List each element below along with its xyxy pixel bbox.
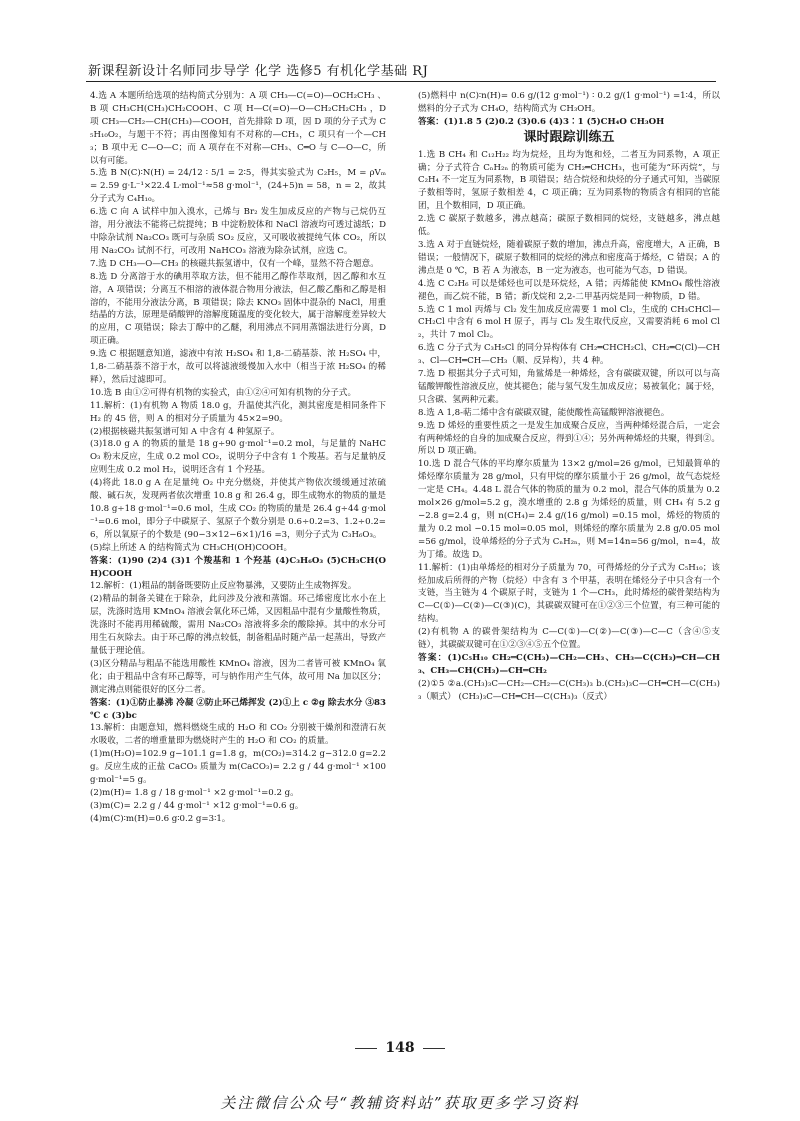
paragraph: 4.选 A 本题所给选项的结构简式分别为：A 项 CH₃—C(=O)—OCH₂CH₃ 、B 项 CH₃CH(CH₃)CH₂COOH、C 项 H—C(=O)—O—CH₂CH₂CH₃ ，D 项 CH₃—CH₂—CH(CH₃)—COOH，首先排除 D 项，因 D 项的分子式为 C₅H₁₀O₂，与题干不符；再由图像知有不对称的—CH₃，C 项只有一个—CH₃；B 项中无 C—O—C；而 A 项存在不对称—CH₃、C═O 与 C—O—C，所以有可能。 [90,91,386,166]
paragraph: (3)区分精品与粗品不能选用酸性 KMnO₄ 溶液，因为二者皆可被 KMnO₄ 氧化；由于粗品中含有环己醇等，可与钠作用产生气体，故可用 Na 加以区分；测定沸点则能很好的区分二者。 [90,658,386,695]
paragraph: 3.选 A 对于直链烷烃，随着碳原子数的增加，沸点升高，密度增大，A 正确，B 错误；一般情况下，碳原子数相同的烷烃的沸点和密度高于烯烃，C 错误；A 的沸点是 0 ℃，B 若 A 为液态，B 一定为液态，也可能为气态，D 错误。 [418,239,720,276]
page-number-text: 148 [385,1040,415,1056]
footer-note: 关注微信公众号“教辅资料站”获取更多学习资料 [220,1094,580,1112]
dash-right [423,1048,445,1049]
paragraph: (5)综上所述 A 的结构简式为 CH₃CH(OH)COOH。 [90,542,293,553]
paragraph: 9.选 D 烯烃的重要性质之一是发生加成聚合反应，当两种烯烃混合后，一定会有两种烯烃的自身的加成聚合反应，得到①④；另外两种烯烃的共聚，得到②。所以 D 项正确。 [418,420,720,457]
paragraph: (2)精品的制备关键在于除杂，此问涉及分液和蒸馏。环己烯密度比水小在上层，洗涤时选用 KMnO₄ 溶液会氧化环己烯，又因粗品中混有少量酸性物质，洗涤时不能再用稀硫酸，需用 Na₂CO₃ 溶液将多余的酸除掉。其中的水分可用生石灰除去。由于环己醇的沸点较低，制备粗品时随产品一起蒸出，导致产量低于理论值。 [90,594,386,656]
paragraph: 10.选 B 由①②可得有机物的实验式，由①②④可知有机物的分子式。 [90,387,357,398]
dash-left [355,1048,377,1049]
paragraph: (4)将此 18.0 g A 在足量纯 O₂ 中充分燃烧，并使其产物依次缓缓通过浓硫酸、碱石灰，发现两者依次增重 10.8 g 和 26.4 g，即生成物水的物质的量是 10.8 g÷18 g·mol⁻¹=0.6 mol，生成 CO₂ 的物质的量是 26.4 g÷44 g·mol⁻¹=0.6 mol，即分子中碳原子、氢原子个数分别是 0.6÷0.2=3、1.2÷0.2=6，所以氧原子的个数是 (90−3×12−6×1)/16 =3，则分子式为 C₃H₆O₃。 [90,478,386,540]
paragraph: 6.选 C 分子式为 C₃H₅Cl 的同分异构体有 CH₂═CHCH₂Cl、CH₂═C(Cl)—CH₃、Cl—CH═CH—CH₃（顺、反异构），共 4 种。 [418,343,720,367]
answer-line: 答案：(1)1.8 5 (2)0.2 (3)0.6 (4)3∶1 (5)CH₄O CH₃OH [418,116,665,127]
paragraph: 7.选 D CH₃—O—CH₃ 的核磁共振氢谱中，仅有一个峰，显然不符合题意。 [90,258,379,269]
paragraph: 9.选 C 根据题意知道，滤液中有浓 H₂SO₄ 和 1,8-二硝基萘、浓 H₂SO₄ 中，1,8-二硝基萘不溶于水，故可以将滤液缓慢加入水中（相当于浓 H₂SO₄ 的稀释），然后过滤即可。 [90,349,386,385]
paragraph: (1)m(H₂O)=102.9 g−101.1 g=1.8 g，m(CO₂)=314.2 g−312.0 g=2.2 g。反应生成的正盐 CaCO₃ 质量为 m(CaCO₃)= 2.2 g / 44 g·mol⁻¹ ×100 g·mol⁻¹=5 g。 [90,749,386,786]
page-number [0,1040,800,1056]
paragraph: 10.选 D 混合气体的平均摩尔质量为 13×2 g/mol=26 g/mol，已知最简单的烯烃摩尔质量为 28 g/mol，只有甲烷的摩尔质量小于 26 g/mol，故气态烷烃一定是 CH₄。4.48 L 混合气体的物质的量为 0.2 mol，混合气体的质量为 0.2 mol×26 g/mol=5.2 g，溴水增重的 2.8 g 为烯烃的质量，则 CH₄ 有 5.2 g−2.8 g=2.4 g，则 n(CH₄)= 2.4 g/(16 g/mol) =0.15 mol，烯烃的物质的量为 0.2 mol −0.15 mol=0.05 mol，则烯烃的摩尔质量为 2.8 g/0.05 mol =56 g/mol，设单烯烃的分子式为 CₙH₂ₙ，则 M=14n=56 g/mol，n=4，故为丁烯。故选 D。 [418,459,720,560]
answer-line: 答案：(1)90 (2)4 (3)1 个羧基和 1 个羟基 (4)C₃H₆O₃ (5)CH₃CH(OH)COOH [90,555,386,579]
paragraph: 13.解析：由题意知，燃料燃烧生成的 H₂O 和 CO₂ 分别被干燥剂和澄清石灰水吸收，二者的增重量即为燃烧时产生的 H₂O 和 CO₂ 的质量。 [90,723,386,747]
paragraph: (2)①5 ②a.(CH₃)₃C—CH₂—CH₂—C(CH₃)₃ b.(CH₃)₃C—CH═CH—C(CH₃)₃（顺式） (CH₃)₃C—CH═CH—C(CH₃)₃（反式） [418,678,720,702]
paragraph: 12.解析：(1)粗品的制备既要防止反应物暴沸，又要防止生成物挥发。 [90,581,357,592]
paragraph: (2)根据核磁共振氢谱可知 A 中含有 4 种氢原子。 [90,426,280,437]
paragraph: (2)有机物 A 的碳骨架结构为 C—C(①)—C(②)—C(③)—C—C（含④⑤支链），其碳碳双键可在①②③④⑤五个位置。 [418,627,720,651]
paragraph: 6.选 C 向 A 试样中加入溴水，己烯与 Br₂ 发生加成反应的产物与己烷仍互溶，用分液法不能将己烷提纯；B 中淀粉胶体和 NaCl 溶液均可透过滤纸；D 中除杂试剂 Na₂CO₃ 既可与杂质 SO₂ 反应，又可吸收被提纯气体 CO₂，所以用 Na₂CO₃ 试剂不行，可改用 NaHCO₃ 溶液为除杂试剂，应选 C。 [90,207,386,256]
page-header: 新课程新设计名师同步导学 化学 选修5 有机化学基础 RJ [88,64,429,79]
paragraph: (2)m(H)= 1.8 g / 18 g·mol⁻¹ ×2 g·mol⁻¹=0.2 g。 [90,787,299,798]
answer-line: 答案：(1)C₅H₁₀ CH₂═C(CH₃)—CH₂—CH₃、CH₃—C(CH₃)═CH—CH₃、CH₃—CH(CH₃)—CH═CH₂ [418,652,720,676]
paragraph: 11.解析：(1)有机物 A 物质 18.0 g，升温使其汽化，测其密度是相同条件下 H₂ 的 45 倍，则 A 的相对分子质量为 45×2=90。 [90,400,386,424]
paragraph: 2.选 C 碳原子数越多，沸点越高；碳原子数相同的烷烃，支链越多，沸点越低。 [418,214,720,238]
paragraph: 1.选 B CH₄ 和 C₁₂H₂₂ 均为烷烃，且均为饱和烃，二者互为同系物，A 项正确；分子式符合 CₙH₂ₙ 的物质可能为 CH₂═CHCH₃，也可能为“环丙烷”，与 C₂H₄ 不一定互为同系物，B 项错误；结合烷烃和炔烃的分子通式可知，当碳原子数相等时，氢原子数相差 4，C 项正确；互为同系物的物质含有相同的官能团，且个数相同，D 项正确。 [418,149,720,212]
left-column [90,90,386,826]
paragraph: 11.解析：(1)由单烯烃的相对分子质量为 70，可得烯烃的分子式为 C₅H₁₀；该烃加成后所得的产物（烷烃）中含有 3 个甲基，表明在烯烃分子中只含有一个支链，当主链为 4 个碳原子时，支链为 1 个—CH₃，此时烯烃的碳骨架结构为 C—C(①)—C(②)—C(③)(C)，其碳碳双键可在①②③三个位置，有三种可能的结构。 [418,562,720,625]
paragraph: 7.选 D 根据其分子式可知，角鲨烯是一种烯烃，含有碳碳双键，所以可以与高锰酸钾酸性溶液反应，使其褪色；能与氢气发生加成反应；易被氧化；属于烃，只含碳、氢两种元素。 [418,369,720,405]
paragraph: 8.选 A 1,8-萜二烯中含有碳碳双键，能使酸性高锰酸钾溶液褪色。 [418,407,670,418]
paragraph: 5.选 B N(C)∶N(H) = 24/12 ∶ 5/1 = 2∶5，得其实验式为 C₂H₅，M = ρVₘ = 2.59 g·L⁻¹×22.4 L·mol⁻¹≈58 g·mol⁻¹，(24+5)n = 58，n = 2，故其分子式为 C₄H₁₀。 [90,168,386,205]
paragraph: (3)18.0 g A 的物质的量是 18 g÷90 g·mol⁻¹=0.2 mol，与足量的 NaHCO₃ 粉末反应，生成 0.2 mol CO₂，说明分子中含有 1 个羧基。若与足量钠反应则生成 0.2 mol H₂，说明还含有 1 个羟基。 [90,439,386,476]
section-title: 课时跟踪训练五 [523,129,615,145]
paragraph: (5)燃料中 n(C)∶n(H)= 0.6 g/(12 g·mol⁻¹) ∶ 0.2 g/(1 g·mol⁻¹) =1∶4，所以燃料的分子式为 CH₄O，结构简式为 CH₃OH。 [418,91,720,114]
paragraph: (3)m(C)= 2.2 g / 44 g·mol⁻¹ ×12 g·mol⁻¹=0.6 g。 [90,800,304,811]
answer-line: 答案：(1)①防止暴沸 冷凝 ②防止环己烯挥发 (2)①上 c ②g 除去水分 ③83 ℃ c (3)bc [90,697,386,721]
paragraph: 5.选 C 1 mol 丙烯与 Cl₂ 发生加成反应需要 1 mol Cl₂，生成的 CH₃CHCl—CH₂Cl 中含有 6 mol H 原子，再与 Cl₂ 发生取代反应，又需要消耗 6 mol Cl₂，共计 7 mol Cl₂。 [418,304,720,341]
right-column [418,90,720,704]
paragraph: 8.选 D 分离溶于水的碘用萃取方法，但不能用乙醇作萃取剂，因乙醇和水互溶，A 项错误；分离互不相溶的液体混合物用分液法，但乙酸乙酯和乙醇是相溶的，不能用分液法分离，B 项错误；除去 KNO₃ 固体中混杂的 NaCl，用重结晶的方法，原理是硝酸钾的溶解度随温度的变化较大，属于溶解度差异较大的应用，C 项错误；除去丁醇中的乙醚，利用沸点不同用蒸馏法进行分离，D 项正确。 [90,271,386,347]
paragraph: (4)m(C)∶m(H)=0.6 g∶0.2 g=3∶1。 [90,813,231,824]
header-divider [86,81,716,82]
paragraph: 4.选 C C₂H₆ 可以是烯烃也可以是环烷烃，A 错；丙烯能使 KMnO₄ 酸性溶液褪色，而乙烷不能，B 错；新戊烷和 2,2-二甲基丙烷是同一种物质，D 错。 [418,278,720,302]
